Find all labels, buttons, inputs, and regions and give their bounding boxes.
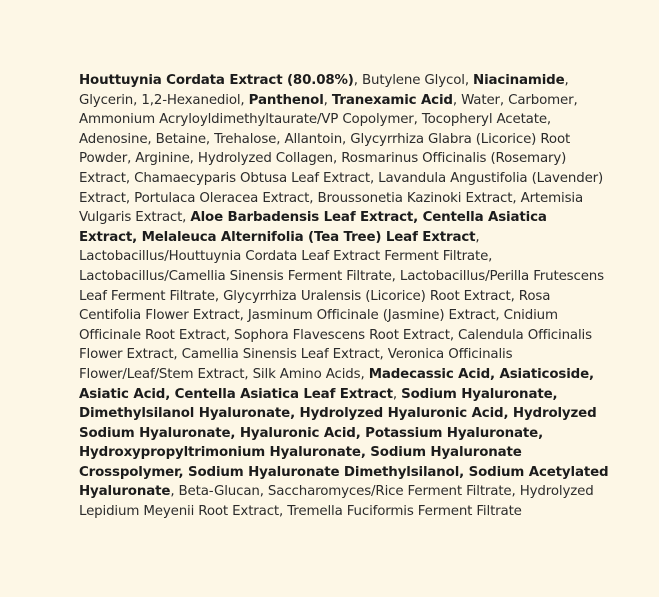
ingredient-segment: Niacinamide	[473, 73, 565, 88]
ingredient-segment: Sodium Hyaluronate, Dimethylsilanol Hyaluronate, Hydrolyzed Hyaluronic Acid, Hydrolyzed Sodium Hyaluronate, Hyaluronic Acid, Potassium Hyaluronate, Hydroxypropyltrimonium Hyaluronate, Sodium Hyaluronate Crosspolymer, Sodium Hyaluronate Dimethylsilanol, Sodium Acetylated Hyaluronate	[79, 386, 609, 500]
ingredient-segment: ,	[392, 386, 402, 402]
ingredient-segment: Houttuynia Cordata Extract (80.08%)	[79, 73, 354, 88]
ingredient-segment: , Glycerin, 1,2-Hexanediol,	[79, 73, 569, 108]
ingredient-segment: , Lactobacillus/Houttuynia Cordata Leaf Extract Ferment Filtrate, Lactobacillus/Camellia Sinensis Ferment Filtrate, Lactobacillus/Perilla Frutescens Leaf Ferment Filtrate, Glycyrrhiza Uralensis (Licorice) Root Extract, Rosa Centifolia Flower Extract, Jasminum Officinale (Jasmine) Extract, Cnidium Officinale Root Extract, Sophora Flavescens Root Extract, Calendula Officinalis Flower Extract, Camellia Sinensis Leaf Extract, Veronica Officinalis Flower/Leaf/Stem Extract, Silk Amino Acids,	[79, 229, 604, 382]
ingredient-segment: ,	[323, 92, 332, 108]
ingredient-segment: Tranexamic Acid	[331, 92, 453, 108]
ingredient-segment: Panthenol	[248, 92, 324, 108]
ingredient-list	[79, 71, 609, 522]
ingredient-segment: , Water, Carbomer, Ammonium Acryloyldimethyltaurate/VP Copolymer, Tocopheryl Acetate, Adenosine, Betaine, Trehalose, Allantoin, Glycyrrhiza Glabra (Licorice) Root Powder, Arginine, Hydrolyzed Collagen, Rosmarinus Officinalis (Rosemary) Extract, Chamaecyparis Obtusa Leaf Extract, Lavandula Angustifolia (Lavender) Extract, Portulaca Oleracea Extract, Broussonetia Kazinoki Extract, Artemisia Vulgaris Extract,	[79, 92, 604, 226]
ingredient-segment: , Butylene Glycol,	[353, 73, 474, 88]
ingredient-segment: Madecassic Acid, Asiaticoside, Asiatic Acid, Centella Asiatica Leaf Extract	[79, 366, 594, 402]
ingredient-segment: Aloe Barbadensis Leaf Extract, Centella Asiatica Extract, Melaleuca Alternifolia (Tea Tree) Leaf Extract	[79, 210, 547, 245]
ingredient-segment: , Beta-Glucan, Saccharomyces/Rice Ferment Filtrate, Hydrolyzed Lepidium Meyenii Root Extract, Tremella Fuciformis Ferment Filtrate	[79, 484, 594, 520]
